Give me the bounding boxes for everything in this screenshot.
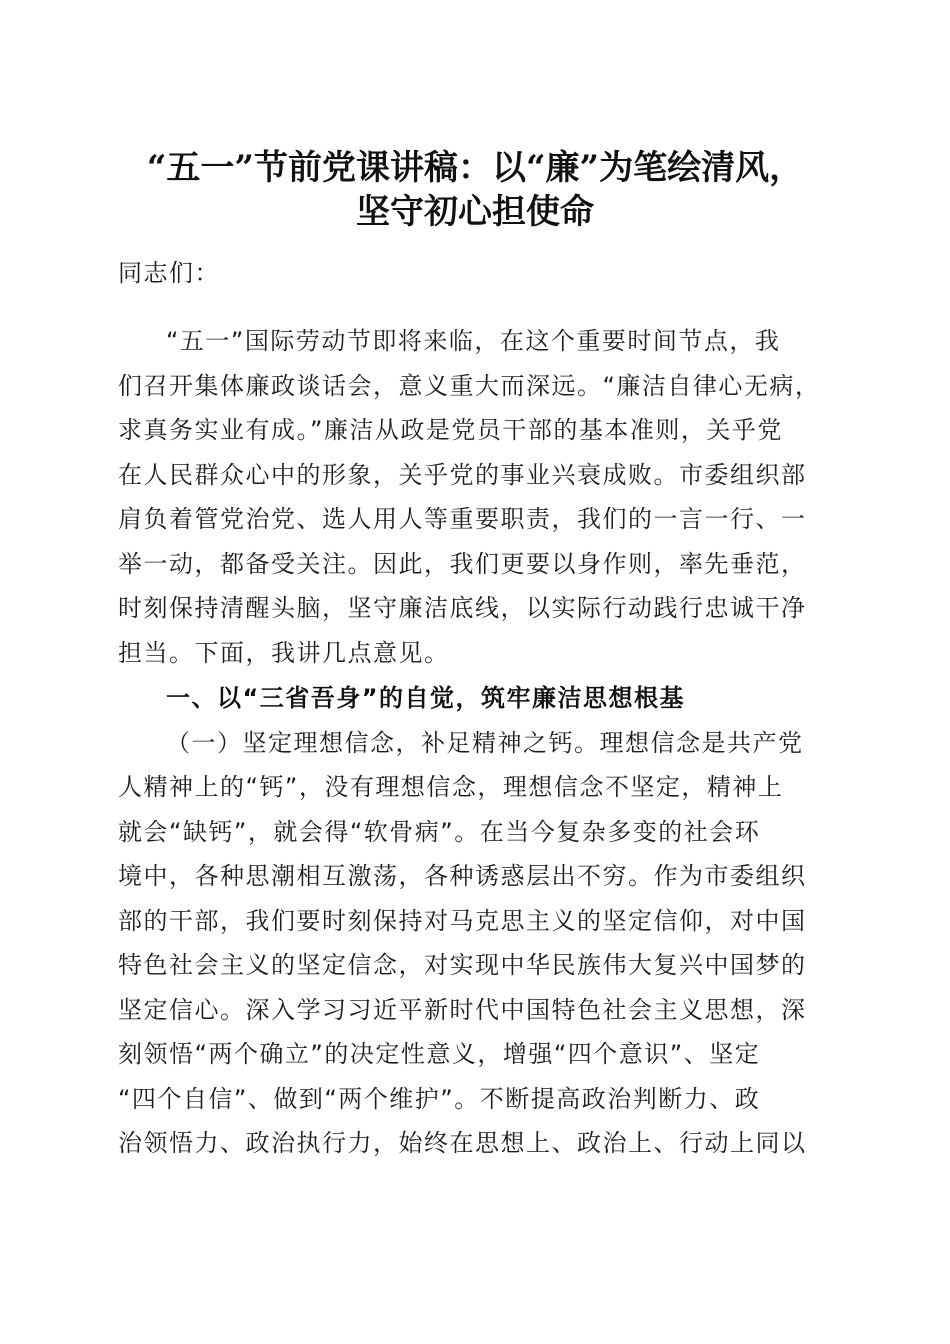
- section-line: 特色社会主义的坚定信念，对实现中华民族伟大复兴中国梦的: [118, 951, 807, 979]
- section-line: （一）坚定理想信念，补足精神之钙。理想信念是共产党: [166, 729, 804, 757]
- intro-line: 担当。下面，我讲几点意见。: [118, 639, 450, 667]
- intro-line: 举一动，都备受关注。因此，我们更要以身作则，率先垂范，: [118, 550, 807, 578]
- section-line: “四个自信”、做到“两个维护”。不断提高政治判断力、政: [118, 1085, 761, 1113]
- intro-line: 求真务实业有成。”廉洁从政是党员干部的基本准则，关乎党: [118, 416, 783, 444]
- document-title-line-2: 坚守初心担使命: [356, 192, 594, 232]
- intro-line: 肩负着管党治党、选人用人等重要职责，我们的一言一行、一: [118, 505, 807, 533]
- section-heading: 一、以“三省吾身”的自觉，筑牢廉洁思想根基: [166, 684, 686, 712]
- section-line: 境中，各种思潮相互激荡，各种诱惑层出不穷。作为市委组织: [118, 862, 807, 890]
- document-title-line-1: “五一”节前党课讲稿：以“廉”为笔绘清风，: [146, 148, 804, 188]
- section-line: 就会“缺钙”，就会得“软骨病”。在当今复杂多变的社会环: [118, 818, 761, 846]
- salutation: 同志们：: [118, 259, 220, 287]
- intro-line: 在人民群众心中的形象，关乎党的事业兴衰成败。市委组织部: [118, 461, 807, 489]
- intro-line: 们召开集体廉政谈话会，意义重大而深远。“廉洁自律心无病，: [118, 372, 821, 400]
- intro-line: 时刻保持清醒头脑，坚守廉洁底线，以实际行动践行忠诚干净: [118, 594, 807, 622]
- section-line: 部的干部，我们要时刻保持对马克思主义的坚定信仰，对中国: [118, 907, 807, 935]
- section-line: 人精神上的“钙”，没有理想信念，理想信念不坚定，精神上: [118, 773, 784, 801]
- section-line: 治领悟力、政治执行力，始终在思想上、政治上、行动上同以: [118, 1129, 807, 1157]
- intro-line: “五一”国际劳动节即将来临，在这个重要时间节点，我: [166, 327, 781, 355]
- section-line: 刻领悟“两个确立”的决定性意义，增强“四个意识”、坚定: [118, 1040, 761, 1068]
- section-line: 坚定信心。深入学习习近平新时代中国特色社会主义思想，深: [118, 996, 807, 1024]
